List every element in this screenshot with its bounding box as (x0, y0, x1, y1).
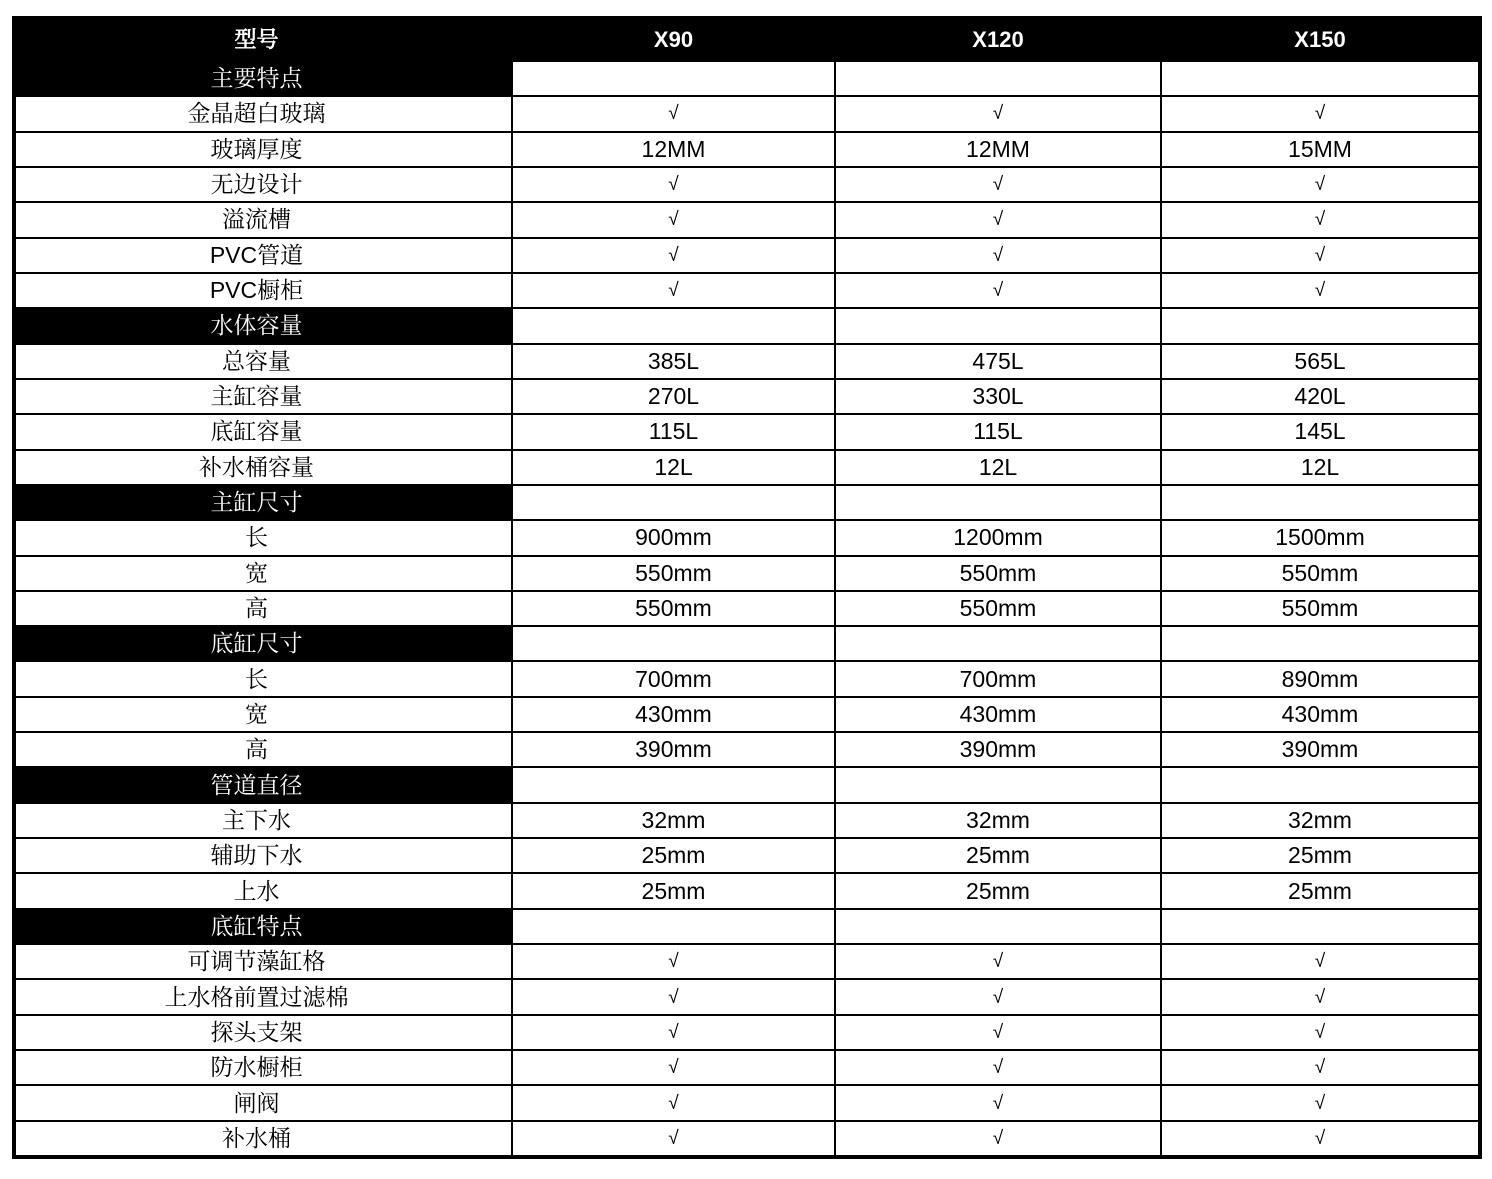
check-mark: √ (836, 168, 1160, 201)
check-mark: √ (836, 203, 1160, 236)
empty-cell (836, 62, 1160, 95)
check-mark: √ (836, 97, 1160, 130)
value-cell: 475L (836, 345, 1160, 378)
row-label: 宽 (16, 698, 511, 731)
section-title: 主要特点 (16, 62, 511, 95)
row-label: 防水橱柜 (16, 1051, 511, 1084)
row-label: 高 (16, 592, 511, 625)
value-cell: 115L (836, 415, 1160, 448)
empty-cell (513, 309, 834, 342)
value-cell: 890mm (1162, 662, 1478, 695)
row-label: 补水桶容量 (16, 451, 511, 484)
empty-cell (513, 627, 834, 660)
row-label: 主下水 (16, 804, 511, 837)
value-cell: 565L (1162, 345, 1478, 378)
check-mark: √ (1162, 97, 1478, 130)
row-label: 闸阀 (16, 1086, 511, 1119)
value-cell: 12L (513, 451, 834, 484)
empty-cell (836, 768, 1160, 801)
empty-cell (1162, 768, 1478, 801)
empty-cell (513, 486, 834, 519)
check-mark: √ (836, 980, 1160, 1013)
section-title: 管道直径 (16, 768, 511, 801)
check-mark: √ (836, 945, 1160, 978)
check-mark: √ (1162, 203, 1478, 236)
row-label: 辅助下水 (16, 839, 511, 872)
row-label: 可调节藻缸格 (16, 945, 511, 978)
check-mark: √ (1162, 1086, 1478, 1119)
empty-cell (1162, 627, 1478, 660)
header-model-label: 型号 (16, 20, 511, 60)
value-cell: 25mm (836, 839, 1160, 872)
check-mark: √ (513, 1122, 834, 1155)
value-cell: 145L (1162, 415, 1478, 448)
empty-cell (513, 910, 834, 943)
value-cell: 550mm (836, 557, 1160, 590)
row-label: 总容量 (16, 345, 511, 378)
row-label: 补水桶 (16, 1122, 511, 1155)
section-title: 主缸尺寸 (16, 486, 511, 519)
value-cell: 115L (513, 415, 834, 448)
row-label: 长 (16, 521, 511, 554)
value-cell: 420L (1162, 380, 1478, 413)
row-label: 上水格前置过滤棉 (16, 980, 511, 1013)
check-mark: √ (513, 1051, 834, 1084)
check-mark: √ (836, 1016, 1160, 1049)
empty-cell (1162, 486, 1478, 519)
check-mark: √ (1162, 945, 1478, 978)
empty-cell (836, 486, 1160, 519)
check-mark: √ (513, 980, 834, 1013)
value-cell: 430mm (836, 698, 1160, 731)
value-cell: 25mm (1162, 839, 1478, 872)
row-label: PVC橱柜 (16, 274, 511, 307)
value-cell: 32mm (513, 804, 834, 837)
check-mark: √ (836, 1051, 1160, 1084)
value-cell: 25mm (836, 874, 1160, 907)
value-cell: 700mm (836, 662, 1160, 695)
value-cell: 270L (513, 380, 834, 413)
value-cell: 25mm (513, 874, 834, 907)
empty-cell (513, 768, 834, 801)
value-cell: 32mm (836, 804, 1160, 837)
check-mark: √ (1162, 1016, 1478, 1049)
value-cell: 330L (836, 380, 1160, 413)
row-label: 玻璃厚度 (16, 133, 511, 166)
header-model-x120: X120 (836, 20, 1160, 60)
check-mark: √ (1162, 274, 1478, 307)
empty-cell (836, 627, 1160, 660)
row-label: 金晶超白玻璃 (16, 97, 511, 130)
check-mark: √ (513, 239, 834, 272)
value-cell: 390mm (836, 733, 1160, 766)
section-title: 水体容量 (16, 309, 511, 342)
row-label: 主缸容量 (16, 380, 511, 413)
check-mark: √ (513, 274, 834, 307)
value-cell: 390mm (1162, 733, 1478, 766)
check-mark: √ (513, 168, 834, 201)
check-mark: √ (1162, 980, 1478, 1013)
row-label: 无边设计 (16, 168, 511, 201)
value-cell: 550mm (1162, 557, 1478, 590)
value-cell: 12L (1162, 451, 1478, 484)
empty-cell (1162, 62, 1478, 95)
row-label: 高 (16, 733, 511, 766)
row-label: 底缸容量 (16, 415, 511, 448)
check-mark: √ (513, 1086, 834, 1119)
row-label: 溢流槽 (16, 203, 511, 236)
header-model-x150: X150 (1162, 20, 1478, 60)
value-cell: 430mm (1162, 698, 1478, 731)
check-mark: √ (1162, 1051, 1478, 1084)
value-cell: 385L (513, 345, 834, 378)
value-cell: 15MM (1162, 133, 1478, 166)
check-mark: √ (836, 274, 1160, 307)
row-label: 上水 (16, 874, 511, 907)
value-cell: 550mm (1162, 592, 1478, 625)
check-mark: √ (1162, 168, 1478, 201)
header-model-x90: X90 (513, 20, 834, 60)
value-cell: 390mm (513, 733, 834, 766)
check-mark: √ (1162, 1122, 1478, 1155)
empty-cell (836, 309, 1160, 342)
value-cell: 900mm (513, 521, 834, 554)
empty-cell (513, 62, 834, 95)
empty-cell (836, 910, 1160, 943)
check-mark: √ (513, 945, 834, 978)
check-mark: √ (513, 1016, 834, 1049)
value-cell: 1500mm (1162, 521, 1478, 554)
value-cell: 25mm (1162, 874, 1478, 907)
empty-cell (1162, 309, 1478, 342)
section-title: 底缸特点 (16, 910, 511, 943)
check-mark: √ (513, 97, 834, 130)
value-cell: 700mm (513, 662, 834, 695)
row-label: 长 (16, 662, 511, 695)
value-cell: 32mm (1162, 804, 1478, 837)
check-mark: √ (513, 203, 834, 236)
value-cell: 25mm (513, 839, 834, 872)
check-mark: √ (836, 1086, 1160, 1119)
section-title: 底缸尺寸 (16, 627, 511, 660)
check-mark: √ (1162, 239, 1478, 272)
empty-cell (1162, 910, 1478, 943)
value-cell: 12MM (836, 133, 1160, 166)
value-cell: 430mm (513, 698, 834, 731)
value-cell: 12MM (513, 133, 834, 166)
value-cell: 12L (836, 451, 1160, 484)
spec-comparison-table (12, 16, 1482, 1159)
value-cell: 550mm (513, 557, 834, 590)
row-label: 探头支架 (16, 1016, 511, 1049)
row-label: 宽 (16, 557, 511, 590)
value-cell: 550mm (836, 592, 1160, 625)
row-label: PVC管道 (16, 239, 511, 272)
check-mark: √ (836, 239, 1160, 272)
value-cell: 1200mm (836, 521, 1160, 554)
check-mark: √ (836, 1122, 1160, 1155)
value-cell: 550mm (513, 592, 834, 625)
